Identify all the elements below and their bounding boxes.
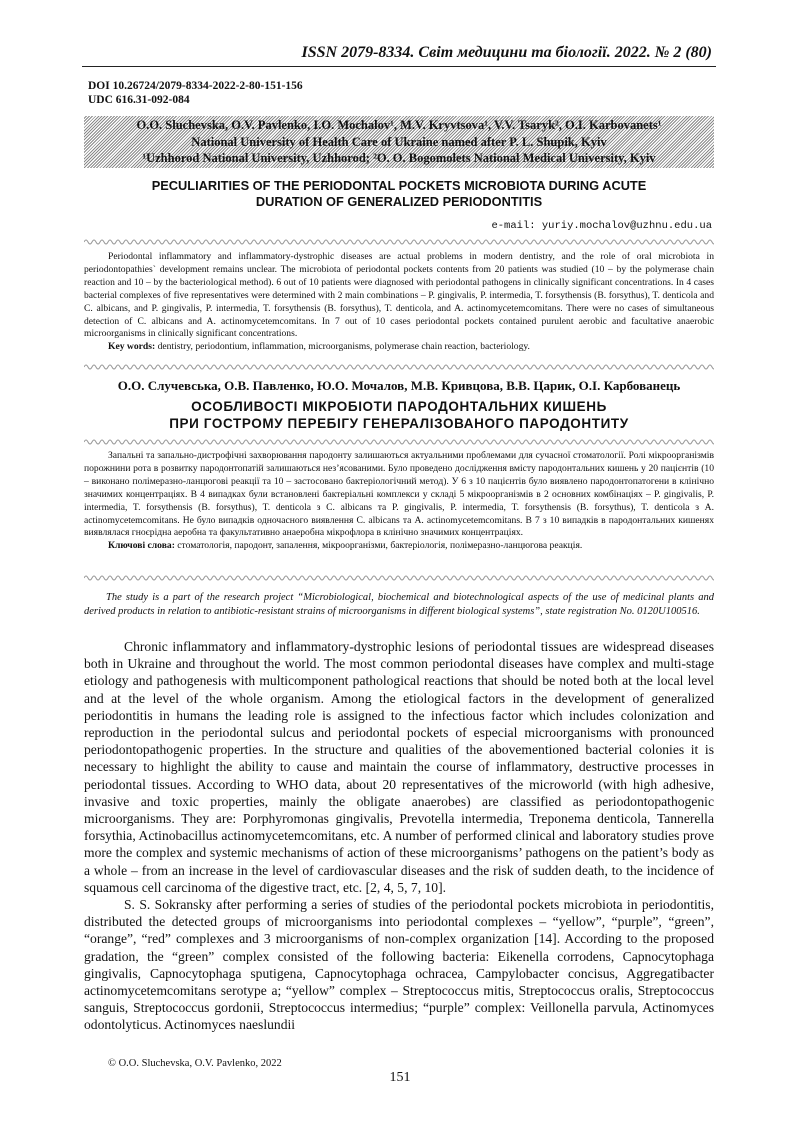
abstract-ua bbox=[84, 450, 714, 553]
abstract-ua-text: Запальні та запально-дистрофічні захворювання пародонту залишаються актуальними проблемами для сучасної стоматології. Ролі мікроорганізмів порожнини рота в розвитку пародонтопатій залишаються нез’ясованими. Було проведено дослідження вмісту пародонтальних кишень у 20 пацієнтів (10 – виконано полімеразно-ланцюгові реакції та 10 – застосовано бактеріологічний метод). У 6 з 10 пацієнтів було виявлено пародонтопатогени в клінічно значимих концентраціях. В 4 випадках були встановлені бактеріальні комплекси у складі 5 мікроорганізмів в 2 основних комбінаціях – P. gingivalis, P. intermedia, T. forsythensis (B. forsythus), T. denticola з C. albicans та P. gingivalis, P. intermedia, T. forsythensis (B. forsythus), T. denticola з A. actinomycetemcomitans. Не було випадків одночасного виявлення C. albicans та A. actinomycetemcomitans. В 7 з 10 випадків в пародонтальних кишенях виявлялася гноєрідна аеробна та факультативно анаеробна мікрофлора в клінічно значимих концентраціях. bbox=[84, 450, 714, 539]
authors-block-en bbox=[84, 116, 714, 168]
identifiers bbox=[88, 79, 303, 107]
wave-divider bbox=[84, 438, 714, 446]
journal-header: ISSN 2079-8334. Світ медицини та біології. 2022. № 2 (80) bbox=[301, 44, 712, 61]
keywords-ua bbox=[84, 540, 714, 553]
udc: UDC 616.31-092-084 bbox=[88, 94, 190, 106]
copyright: © O.O. Sluchevska, O.V. Pavlenko, 2022 bbox=[108, 1058, 282, 1069]
authors-en: O.O. Sluchevska, O.V. Pavlenko, I.O. Mochalov¹, M.V. Kryvtsova¹, V.V. Tsaryk², O.I. Karbovanets¹ bbox=[136, 118, 662, 132]
body-paragraph-1: Chronic inflammatory and inflammatory-dystrophic lesions of periodontal tissues are widespread diseases both in Ukraine and throughout the world. The most common periodontal diseases have complex and multi-stage etiology and pathogenesis with multicomponent pathological reactions that should be noted both at the local level and at the level of the whole organism. Among the etiological factors in the development of generalized periodontitis in humans the leading role is assigned to the infectious factor which includes colonization and reproduction in the periodontal sulcus and periodontal pockets of especial microorganisms with pronounced periodontopathogenic properties. In the structure and qualities of the abovementioned bacterial colonies it is necessary to highlight the ability to cause and maintain the course of inflammatory, destructive processes in periodontal tissues. According to WHO data, about 20 representatives of the microworld (with high adhesive, invasive and toxic properties, mainly the obligate anaerobes) are classified as periodontopathogenic microorganisms. They are: Porphyromonas gingivalis, Prevotella intermedia, Treponema denticola, Tannerella forsythia, Actinobacillus actinomycetemcomitans, etc. A number of performed clinical and laboratory studies prove more the complex and systemic mechanisms of action of these microorganisms’ pathogens on the patient’s body as a whole – from an increase in the level of cardiovascular diseases and the risk of sudden death, to the incidence of squamous cell carcinoma of the digestive tract, etc. [2, 4, 5, 7, 10]. bbox=[84, 639, 714, 895]
keywords-ua-list: стоматологія, пародонт, запалення, мікроорганізми, бактеріологія, полімеразно-ланцюгова реакція. bbox=[174, 540, 583, 552]
keywords-ua-label: Ключові слова: bbox=[108, 540, 175, 552]
wave-divider bbox=[84, 238, 714, 246]
body-paragraph-2: S. S. Sokransky after performing a series of studies of the periodontal pockets microbiota in periodontitis, distributed the detected groups of microorganisms into periodontal complexes – “yellow”, “purple”, “green”, “orange”, “red” complexes and 3 microorganisms of non-complex organization [14]. According to the proposed gradation, the “green” complex consisted of the following bacteria: Eikenella corrodens, Capnocytophaga gingivalis, Capnocytophaga sputigena, Capnocytophaga ochracea, Campylobacter concisus, Aggregatibacter actinomycetemcomitans serotype a; “yellow” complex – Streptococcus mitis, Streptococcus oralis, Streptococcus sanguis, Streptococcus gordonii, Streptococcus intermedius; “purple” complex: Veillonella parvula, Actinomyces odontolyticus. Actinomyces naeslundii bbox=[84, 897, 714, 1033]
abstract-en-text: Periodontal inflammatory and inflammatory-dystrophic diseases are actual problems in modern dentistry, and the role of oral microbiota in periodontopathies` development remains unclear. The microbiota of periodontal pockets contents from 20 patients was studied (10 – by the polymerase chain reaction and 10 – by the bacteriological method). 6 out of 10 patients were diagnosed with periodontal pathogens in clinically significant concentrations. In 4 cases bacterial complexes of five representatives were determined with 2 main combinations – P. gingivalis, P. intermedia, T. forsythensis (B. forsythus), T. denticola and C. albicans, and P. gingivalis, P. intermedia, T. forsythensis (B. forsythus), T. denticola, and A. actinomycetemcomitans. There were no cases of simultaneous detection of C. albicans and A. actinomycetemcomitans. In 7 out of 10 cases periodontal pockets contained purulent aerobic and facultative anaerobic microorganisms in clinically significant concentrations. bbox=[84, 251, 714, 340]
page-number: 151 bbox=[389, 1070, 411, 1085]
affiliation-2: ¹Uzhhorod National University, Uzhhorod; ²O. O. Bogomolets National Medical University, Kyiv bbox=[142, 151, 656, 165]
title-en bbox=[82, 178, 716, 209]
wave-divider bbox=[84, 363, 714, 371]
title-en-line2: DURATION OF GENERALIZED PERIODONTITIS bbox=[255, 193, 543, 209]
abstract-en bbox=[84, 251, 714, 354]
email: e-mail: yuriy.mochalov@uzhnu.edu.ua bbox=[491, 220, 712, 232]
funding-note bbox=[84, 591, 714, 618]
title-ua bbox=[82, 398, 716, 432]
keywords-en-label: Key words: bbox=[108, 341, 156, 353]
title-en-line1: PECULIARITIES OF THE PERIODONTAL POCKETS MICROBIOTA DURING ACUTE bbox=[151, 178, 647, 193]
authors-ua: О.О. Случевська, О.В. Павленко, Ю.О. Мочалов, М.В. Кривцова, В.В. Царик, О.І. Карбованець bbox=[117, 378, 681, 393]
keywords-en-list: dentistry, periodontium, inflammation, microorganisms, polymerase chain reaction, bacteriology. bbox=[155, 341, 530, 353]
affiliation-1: National University of Health Care of Ukraine named after P. L. Shupik, Kyiv bbox=[191, 134, 607, 149]
doi: DOI 10.26724/2079-8334-2022-2-80-151-156 bbox=[88, 80, 303, 92]
funding-text: The study is a part of the research project “Microbiological, biochemical and biotechnological aspects of the use of medicinal plants and derived products in relation to antibiotic-resistant strains of microorganisms in different biological systems”, state registration No. 0120U100516. bbox=[84, 592, 714, 617]
wave-divider bbox=[84, 574, 714, 582]
keywords-en bbox=[84, 341, 714, 354]
body-text bbox=[84, 638, 714, 1034]
header-rule bbox=[82, 66, 716, 67]
title-ua-line2: ПРИ ГОСТРОМУ ПЕРЕБІГУ ГЕНЕРАЛІЗОВАНОГО ПАРОДОНТИТУ bbox=[169, 416, 629, 431]
title-ua-line1: ОСОБЛИВОСТІ МІКРОБІОТИ ПАРОДОНТАЛЬНИХ КИШЕНЬ bbox=[191, 399, 607, 414]
